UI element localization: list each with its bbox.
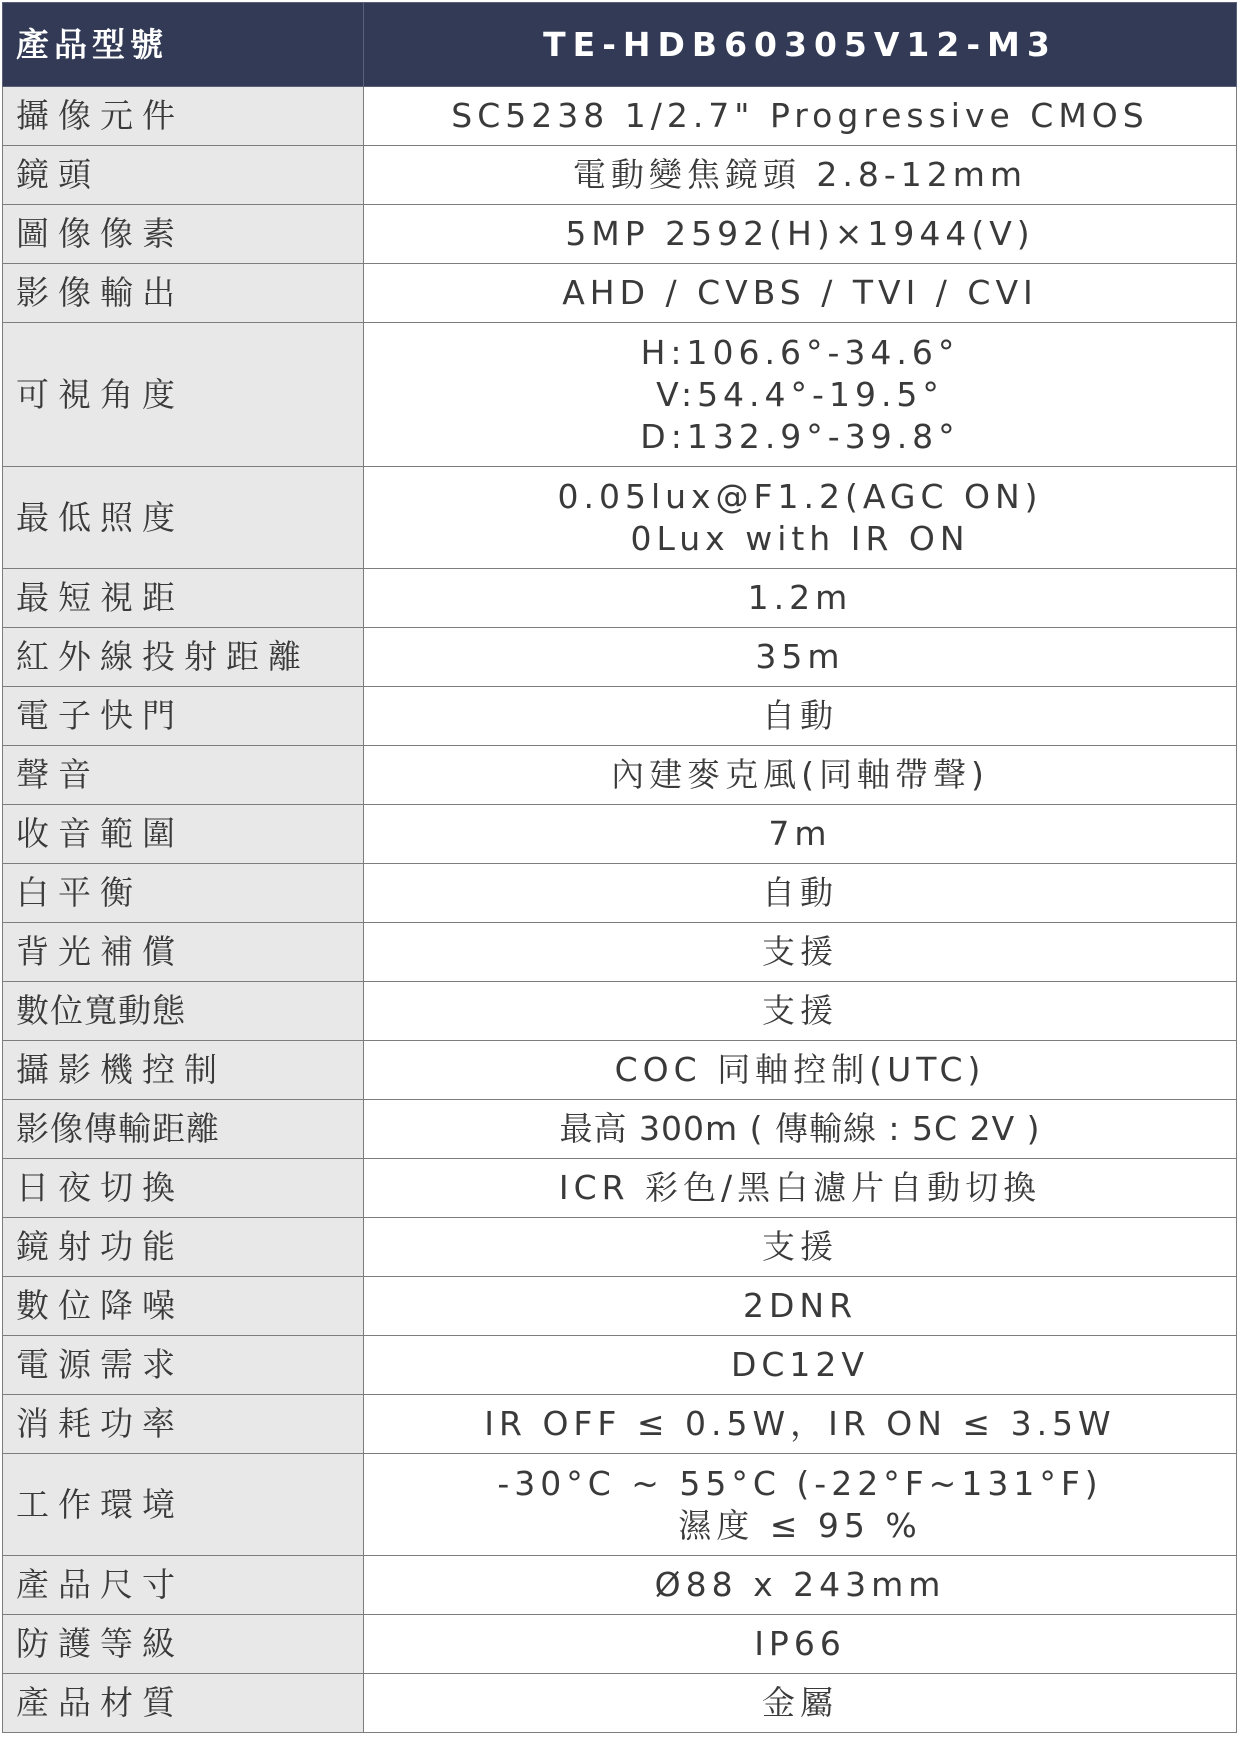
spec-value [364, 805, 1237, 864]
spec-table [2, 2, 1237, 1733]
spec-value [364, 264, 1237, 323]
spec-value [364, 864, 1237, 923]
spec-row-lens [3, 146, 1237, 205]
spec-row-audio [3, 746, 1237, 805]
spec-label: 電源需求 [3, 1336, 364, 1395]
spec-label: 攝影機控制 [3, 1041, 364, 1100]
spec-value-line: 7m [768, 814, 832, 853]
spec-value [364, 1454, 1237, 1556]
header-row [3, 3, 1237, 87]
spec-value [364, 1218, 1237, 1277]
spec-value [364, 1674, 1237, 1733]
spec-value [364, 569, 1237, 628]
spec-row-day-night [3, 1159, 1237, 1218]
spec-label: 白平衡 [3, 864, 364, 923]
spec-label: 影像輸出 [3, 264, 364, 323]
spec-value [364, 1556, 1237, 1615]
spec-row-environment [3, 1454, 1237, 1556]
spec-label: 工作環境 [3, 1454, 364, 1556]
spec-label: 產品尺寸 [3, 1556, 364, 1615]
spec-row-consumption [3, 1395, 1237, 1454]
spec-value-line: 5MP 2592(H)×1944(V) [565, 214, 1035, 253]
spec-value [364, 1336, 1237, 1395]
spec-value-line: 濕度 ≤ 95 % [678, 1505, 922, 1545]
spec-row-audio-range [3, 805, 1237, 864]
spec-value [364, 1159, 1237, 1218]
spec-value-line: D:132.9°-39.8° [640, 416, 960, 456]
spec-row-protection [3, 1615, 1237, 1674]
spec-row-material [3, 1674, 1237, 1733]
spec-value-line: 35m [755, 637, 845, 676]
spec-value-line: 內建麥克風(同軸帶聲) [611, 755, 989, 794]
spec-row-power [3, 1336, 1237, 1395]
spec-value-line: V:54.4°-19.5° [656, 374, 944, 414]
spec-value-line: AHD / CVBS / TVI / CVI [562, 273, 1038, 312]
spec-value [364, 1100, 1237, 1159]
spec-row-ir-distance [3, 628, 1237, 687]
spec-value-line: 支援 [762, 991, 838, 1030]
spec-label: 鏡頭 [3, 146, 364, 205]
spec-value-line: Ø88 x 243mm [654, 1565, 946, 1604]
spec-label: 攝像元件 [3, 87, 364, 146]
spec-value-line: ICR 彩色/黑白濾片自動切換 [558, 1168, 1042, 1207]
spec-value [364, 323, 1237, 467]
spec-value-line: IP66 [754, 1624, 846, 1663]
spec-value-line: SC5238 1/2.7" Progressive CMOS [451, 96, 1149, 135]
spec-value-line: 金屬 [762, 1683, 838, 1722]
spec-row-min-distance [3, 569, 1237, 628]
spec-label: 防護等級 [3, 1615, 364, 1674]
spec-row-camera-control [3, 1041, 1237, 1100]
spec-value [364, 982, 1237, 1041]
spec-label: 產品材質 [3, 1674, 364, 1733]
spec-label: 最短視距 [3, 569, 364, 628]
spec-value-line: 0Lux with IR ON [630, 518, 970, 558]
spec-value [364, 146, 1237, 205]
spec-value-line: 電動變焦鏡頭 2.8-12mm [572, 155, 1028, 194]
spec-row-dimensions [3, 1556, 1237, 1615]
spec-label: 收音範圍 [3, 805, 364, 864]
spec-row-dnr [3, 1277, 1237, 1336]
spec-label: 消耗功率 [3, 1395, 364, 1454]
spec-value [364, 87, 1237, 146]
spec-value-line: 自動 [762, 873, 838, 912]
spec-label: 紅外線投射距離 [3, 628, 364, 687]
model-number: TE-HDB60305V12-M3 [364, 3, 1237, 87]
spec-row-transmission [3, 1100, 1237, 1159]
spec-row-dwdr [3, 982, 1237, 1041]
spec-value-line: 1.2m [747, 578, 853, 617]
spec-value [364, 628, 1237, 687]
spec-label: 背光補償 [3, 923, 364, 982]
spec-label: 電子快門 [3, 687, 364, 746]
spec-value-line: 0.05lux@F1.2(AGC ON) [557, 476, 1043, 516]
spec-row-min-illumination [3, 467, 1237, 569]
spec-row-blc [3, 923, 1237, 982]
spec-label: 日夜切換 [3, 1159, 364, 1218]
spec-row-resolution [3, 205, 1237, 264]
spec-value [364, 1041, 1237, 1100]
spec-value-line: DC12V [730, 1345, 870, 1384]
spec-value [364, 923, 1237, 982]
spec-value [364, 687, 1237, 746]
spec-label: 聲音 [3, 746, 364, 805]
spec-value-line: IR OFF ≤ 0.5W，IR ON ≤ 3.5W [484, 1404, 1116, 1443]
spec-label: 圖像像素 [3, 205, 364, 264]
spec-value [364, 1615, 1237, 1674]
spec-label: 影像傳輸距離 [3, 1100, 364, 1159]
spec-row-mirror [3, 1218, 1237, 1277]
spec-label: 鏡射功能 [3, 1218, 364, 1277]
spec-row-shutter [3, 687, 1237, 746]
spec-label: 數位寬動態 [3, 982, 364, 1041]
spec-value-line: -30°C ~ 55°C (-22°F~131°F) [497, 1463, 1103, 1503]
spec-value-line: 支援 [762, 1227, 838, 1266]
spec-row-sensor [3, 87, 1237, 146]
spec-value [364, 746, 1237, 805]
spec-row-white-balance [3, 864, 1237, 923]
spec-value-line: 自動 [762, 696, 838, 735]
spec-value [364, 1395, 1237, 1454]
spec-value-line: H:106.6°-34.6° [640, 332, 960, 372]
spec-value-line: COC 同軸控制(UTC) [614, 1050, 986, 1089]
spec-value [364, 1277, 1237, 1336]
spec-row-video-output [3, 264, 1237, 323]
spec-value-line: 最高 300m ( 傳輸線 : 5C 2V ) [559, 1109, 1041, 1148]
spec-value-line: 2DNR [742, 1286, 858, 1325]
spec-value [364, 205, 1237, 264]
spec-label: 可視角度 [3, 323, 364, 467]
model-label: 產品型號 [3, 3, 364, 87]
spec-value-line: 支援 [762, 932, 838, 971]
spec-label: 最低照度 [3, 467, 364, 569]
spec-row-view-angle [3, 323, 1237, 467]
spec-label: 數位降噪 [3, 1277, 364, 1336]
spec-value [364, 467, 1237, 569]
